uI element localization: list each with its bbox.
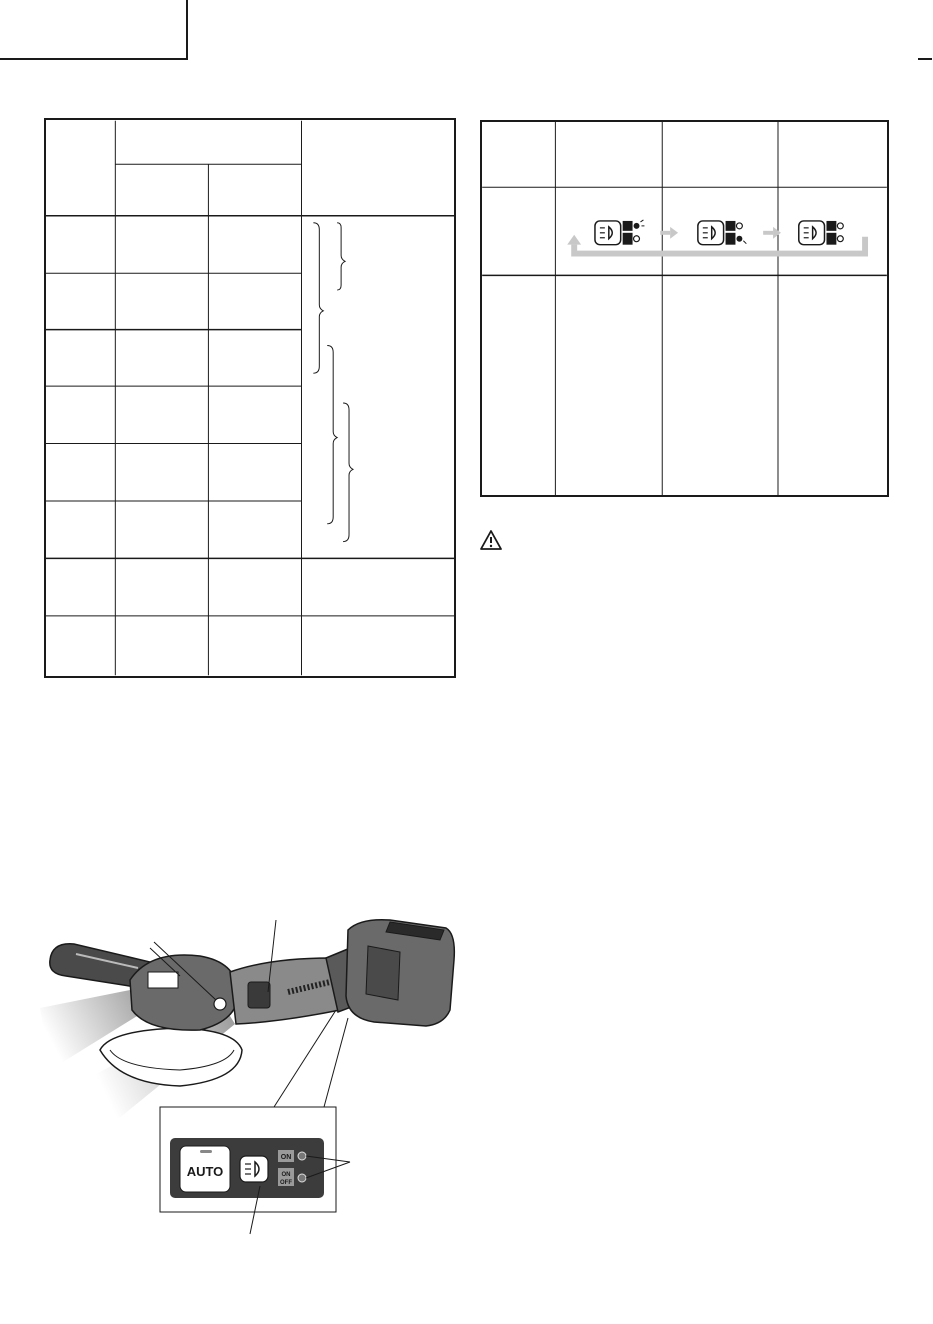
arrow-right-icon-1 <box>670 227 678 239</box>
spindle-lock <box>148 972 178 988</box>
zoom-line-right <box>324 1018 348 1107</box>
cycle-loop-arrowhead <box>567 235 581 245</box>
language-tab <box>0 0 188 60</box>
light-icon <box>240 1156 268 1182</box>
indicator-on <box>278 1150 306 1162</box>
brace-3 <box>327 346 337 524</box>
brace-4 <box>343 403 353 542</box>
light-icon-mode-2 <box>698 221 746 245</box>
corner-mark <box>918 58 932 60</box>
indicator-on-off-label-on: ON <box>281 1172 291 1178</box>
mode-table <box>480 120 889 497</box>
speed-table <box>44 118 456 678</box>
arrow-right-icon-1-shaft <box>660 231 670 235</box>
brace-1 <box>313 223 323 374</box>
light-icon-mode-1 <box>595 220 644 245</box>
arrow-right-icon-2-shaft <box>763 231 773 235</box>
motor-body <box>230 958 340 1024</box>
auto-button <box>180 1146 230 1192</box>
arrow-right-icon-2 <box>773 227 781 239</box>
light-icon-mode-3 <box>799 221 844 245</box>
auto-button-label: AUTO <box>186 1164 224 1179</box>
indicator-on-off-label-off: OFF <box>280 1180 292 1186</box>
indicator-on-label: ON <box>280 1154 292 1161</box>
brace-2 <box>337 223 345 290</box>
zoom-line-left <box>274 1010 336 1107</box>
angle-grinder-figure <box>30 900 470 1250</box>
slide-switch <box>248 982 270 1008</box>
warning-triangle-icon <box>480 530 502 550</box>
gear-head <box>130 955 238 1030</box>
